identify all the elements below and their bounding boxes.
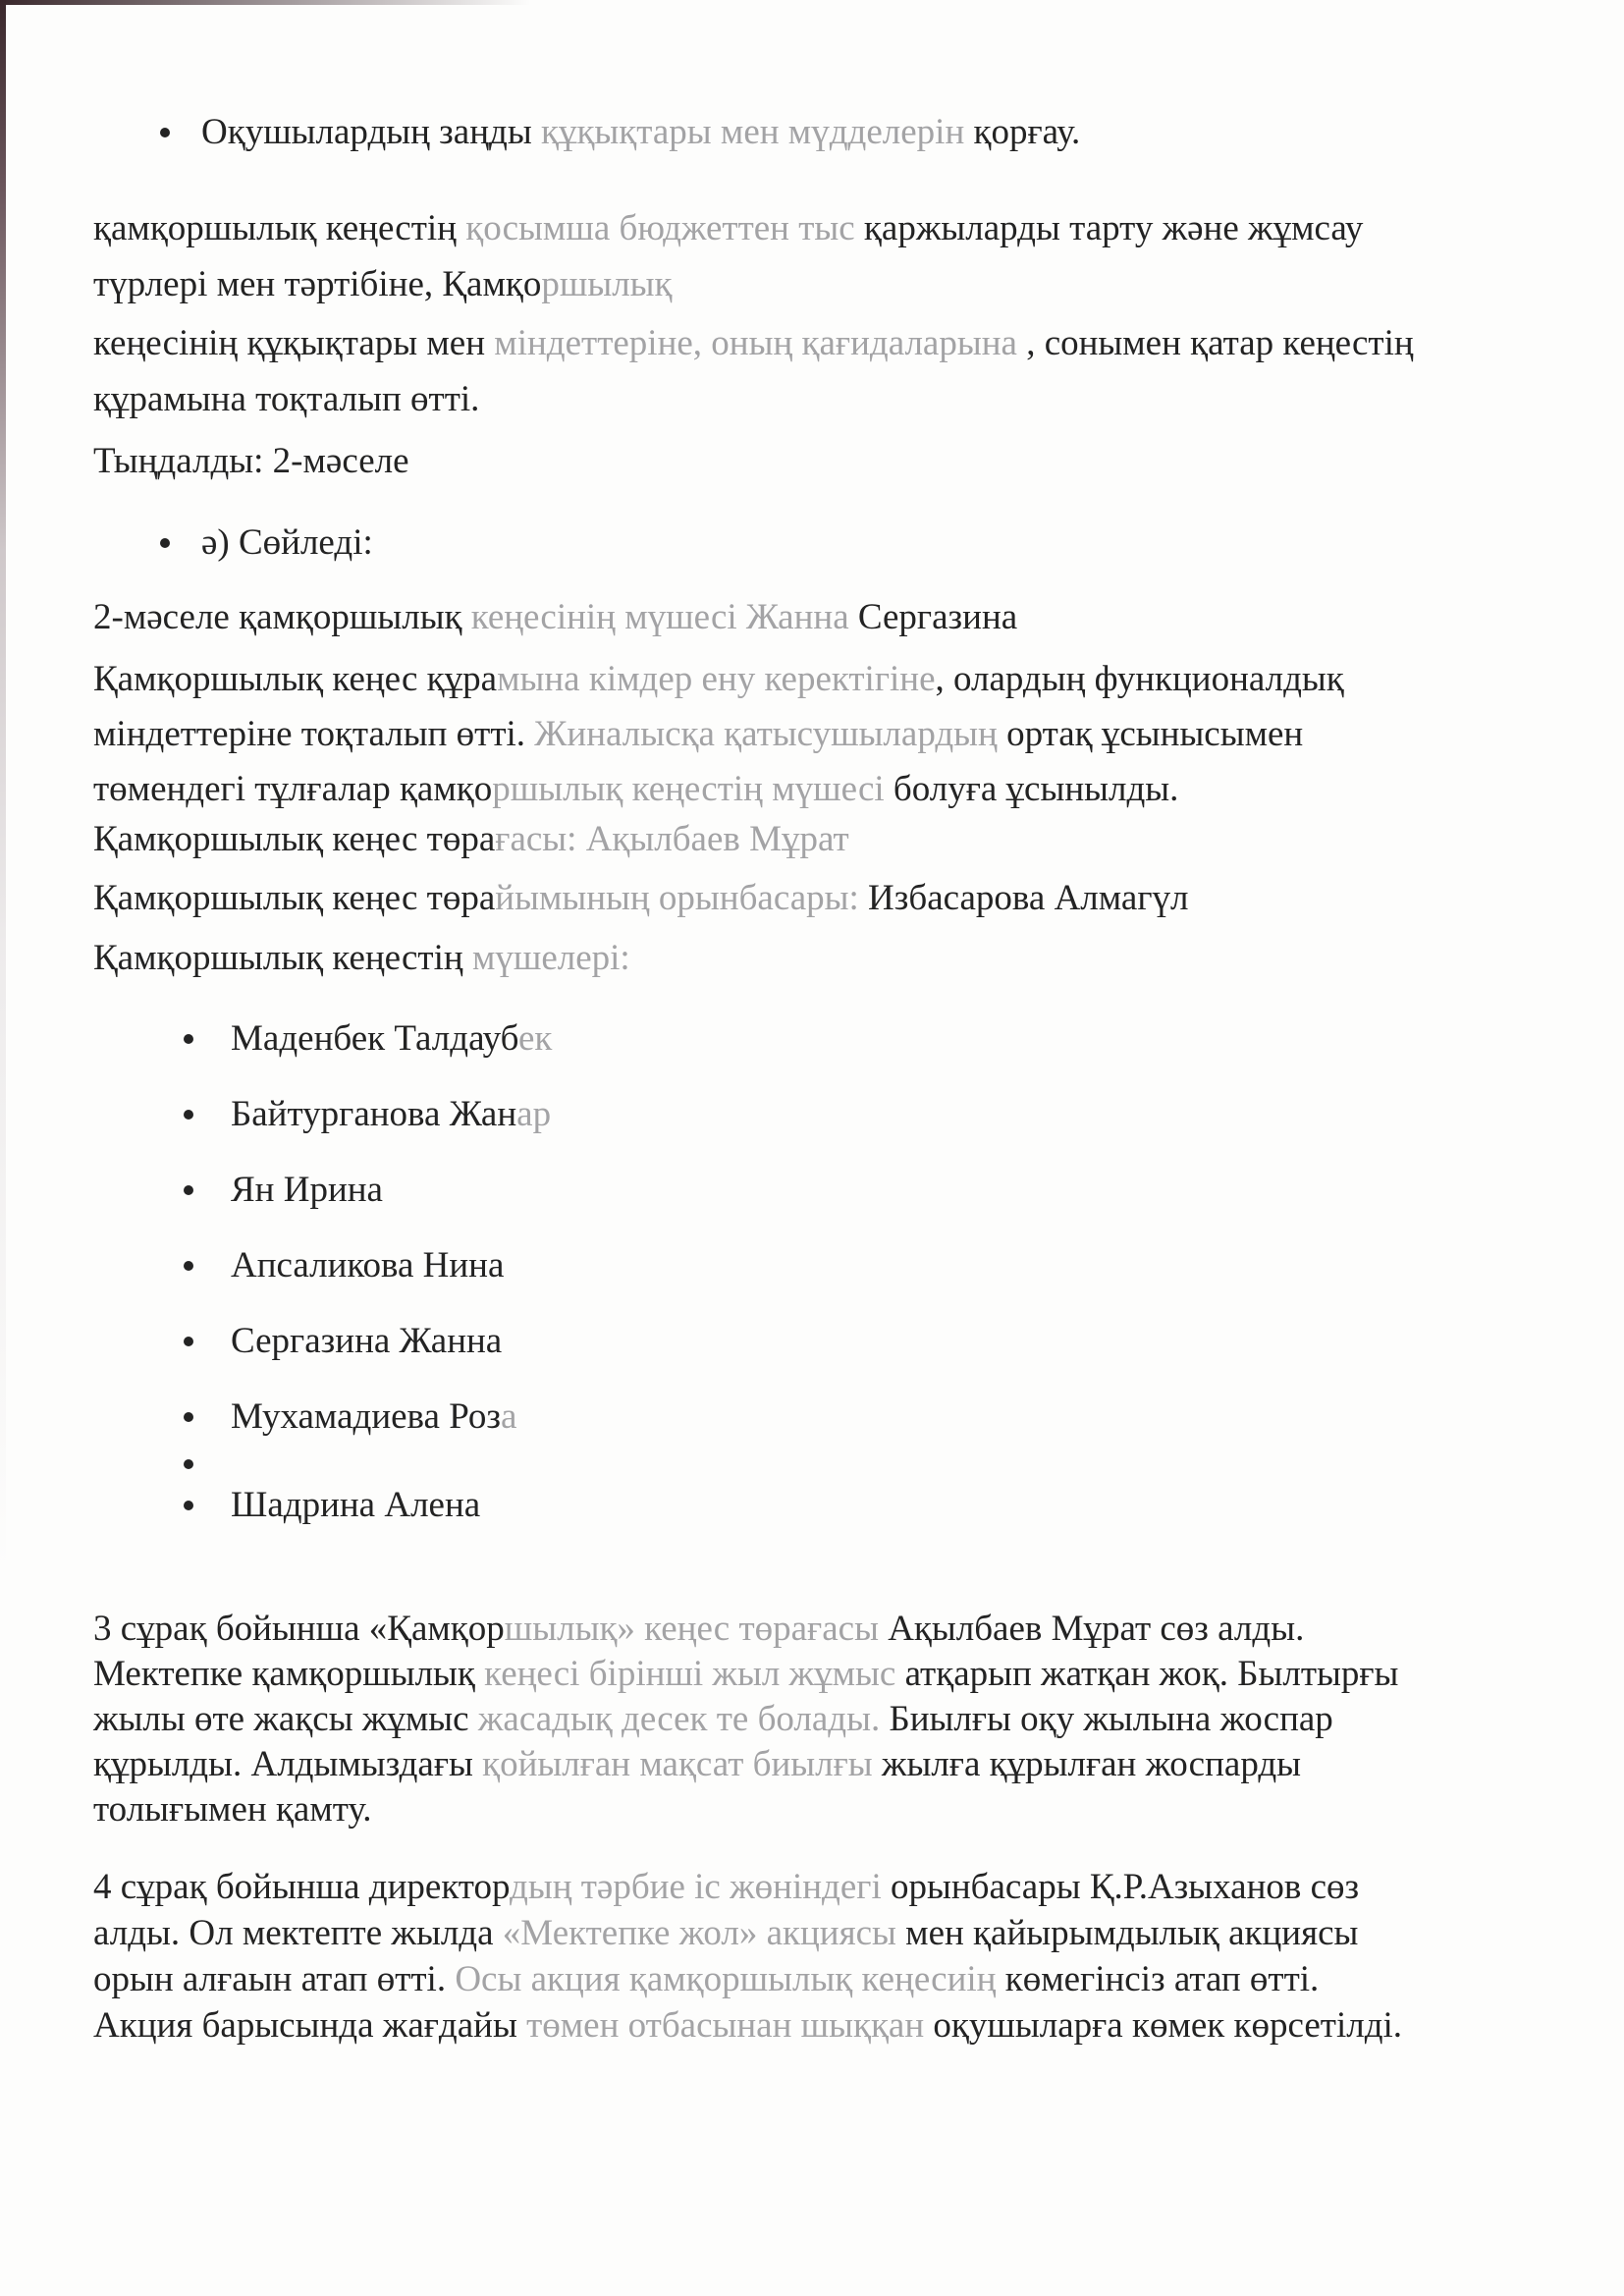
faded-text-segment: ршылық кеңестің мүшесі xyxy=(492,769,893,809)
text-line xyxy=(93,2002,1575,2049)
text-segment: Тыңдалды: 2-мәселе xyxy=(93,441,409,481)
faded-text-segment: төмен отбасынан шыққан xyxy=(526,2005,934,2046)
bullet-dot-icon xyxy=(184,1110,193,1120)
text-line xyxy=(201,520,1575,566)
text-segment: Избасарова Алмагүл xyxy=(868,878,1189,918)
text-segment: атқарып жатқан жоқ. Былтырғы xyxy=(904,1654,1399,1694)
text-line xyxy=(201,110,1575,155)
faded-text-segment: ғасы: Ақылбаев Мұрат xyxy=(495,819,849,859)
text-segment: Шадрина Алена xyxy=(231,1485,481,1525)
bullet-item xyxy=(93,520,1575,566)
bullet-dot-icon xyxy=(184,1185,193,1195)
list-item xyxy=(93,1394,1575,1440)
faded-text-segment: құқықтары мен мүдделерін xyxy=(540,112,965,152)
text-segment: құрамына тоқталып өтті. xyxy=(93,379,480,419)
text-segment: Апсаликова Нина xyxy=(231,1245,505,1285)
text-line xyxy=(93,595,1575,640)
list-item xyxy=(93,1483,1575,1528)
text-segment: түрлері мен тәртібіне, Қамқо xyxy=(93,264,542,304)
text-line xyxy=(93,1742,1575,1787)
paragraph xyxy=(93,439,1575,484)
bullet-item xyxy=(93,110,1575,155)
faded-text-segment: қосымша бюджеттен тыс xyxy=(465,208,864,248)
text-segment: Қамқоршылық кеңес төра xyxy=(93,878,496,918)
paragraph xyxy=(93,200,1575,312)
faded-text-segment: а xyxy=(500,1396,517,1437)
text-segment: Ақылбаев Мұрат сөз алды. xyxy=(888,1609,1305,1649)
text-line xyxy=(231,1394,1575,1440)
bullet-dot-icon xyxy=(184,1261,193,1271)
text-segment: Биылғы оқу жылына жоспар xyxy=(889,1699,1333,1739)
text-segment: Акция барысында жағдайы xyxy=(93,2005,527,2046)
faded-text-segment: йымының орынбасары: xyxy=(495,878,869,918)
text-segment: 2-мәселе қамқоршылық xyxy=(93,597,471,637)
faded-text-segment: Осы акция қамқоршылық кеңесиің xyxy=(455,1959,1005,1999)
text-line xyxy=(93,1607,1575,1652)
paragraph xyxy=(93,817,1575,862)
faded-text-segment: Жиналысқа қатысушылардың xyxy=(534,714,1007,754)
text-segment: құрылды. Алдымыздағы xyxy=(93,1744,483,1784)
bullet-dot-icon xyxy=(160,128,170,137)
paragraph xyxy=(93,876,1575,921)
text-line xyxy=(231,1168,1575,1213)
faded-text-segment: ек xyxy=(517,1018,553,1059)
paragraph xyxy=(93,1607,1575,1832)
text-segment: төмендегі тұлғалар қамқо xyxy=(93,769,493,809)
text-segment: Мектепке қамқоршылық xyxy=(93,1654,485,1694)
bullet-dot-icon xyxy=(184,1337,193,1346)
faded-text-segment: дың тәрбие іс жөніндегі xyxy=(510,1867,891,1907)
text-segment: жылға құрылған жоспарды xyxy=(881,1744,1302,1784)
text-line xyxy=(93,707,1575,762)
text-line xyxy=(93,1697,1575,1742)
text-segment: ә) Сөйледі: xyxy=(201,522,373,563)
text-segment: көмегінсіз атап өтті. xyxy=(1004,1959,1320,1999)
faded-text-segment: кеңесі бірінші жыл жұмыс xyxy=(484,1654,905,1694)
text-line xyxy=(93,371,1575,427)
text-line xyxy=(93,256,1575,312)
bullet-dot-icon xyxy=(160,538,170,548)
faded-text-segment: қойылған мақсат биылғы xyxy=(482,1744,882,1784)
bullet-dot-icon xyxy=(184,1034,193,1044)
list-item xyxy=(93,1016,1575,1062)
list-item xyxy=(93,1243,1575,1288)
bullet-dot-icon xyxy=(184,1501,193,1510)
text-segment: кеңесінің құқықтары мен xyxy=(93,323,495,363)
list-item xyxy=(93,1319,1575,1364)
text-segment: қаржыларды тарту және жұмсау xyxy=(863,208,1364,248)
paragraph xyxy=(93,936,1575,981)
text-line xyxy=(93,817,1575,862)
paragraph xyxy=(93,652,1575,817)
paragraph xyxy=(93,1864,1575,2049)
text-segment: ортақ ұсынысымен xyxy=(1006,714,1304,754)
list-item xyxy=(93,1449,1575,1483)
text-segment: Сергазина xyxy=(857,597,1018,637)
text-line xyxy=(231,1319,1575,1364)
text-line xyxy=(93,1910,1575,1956)
text-segment: Ян Ирина xyxy=(231,1170,383,1210)
text-segment: оқушыларға көмек көрсетілді. xyxy=(933,2005,1403,2046)
member-list xyxy=(93,1016,1575,1528)
text-segment: Оқушылардың заңды xyxy=(201,112,541,152)
faded-text-segment: мүшелері: xyxy=(471,938,630,978)
paragraph xyxy=(93,315,1575,427)
faded-text-segment: ршылық xyxy=(541,264,673,304)
text-segment: Мухамадиева Роз xyxy=(231,1396,501,1437)
text-line xyxy=(231,1243,1575,1288)
text-segment: міндеттеріне тоқталып өтті. xyxy=(93,714,535,754)
text-segment: Сергазина Жанна xyxy=(231,1321,503,1361)
faded-text-segment: мына кімдер ену керектігіне xyxy=(497,659,936,699)
text-line xyxy=(93,652,1575,707)
text-segment: толығымен қамту. xyxy=(93,1789,372,1830)
text-segment: Маденбек Талдауб xyxy=(231,1018,518,1059)
text-segment: қорғау. xyxy=(964,112,1081,152)
text-segment: Қамқоршылық кеңес төра xyxy=(93,819,496,859)
text-segment: Байтурганова Жан xyxy=(231,1094,517,1134)
text-line xyxy=(93,315,1575,371)
text-line xyxy=(93,200,1575,256)
text-segment: Қамқоршылық кеңес құра xyxy=(93,659,498,699)
text-line xyxy=(93,439,1575,484)
text-line xyxy=(93,1864,1575,1910)
text-segment: қамқоршылық кеңестің xyxy=(93,208,466,248)
text-segment: жылы өте жақсы жұмыс xyxy=(93,1699,478,1739)
bullet-dot-icon xyxy=(184,1459,193,1469)
text-line xyxy=(231,1092,1575,1137)
text-segment: орын алғаын атап өтті. xyxy=(93,1959,456,1999)
text-segment: 3 сұрақ бойынша «Қамқор xyxy=(93,1609,505,1649)
faded-text-segment: «Мектепке жол» акциясы xyxy=(502,1913,906,1953)
text-line xyxy=(93,1652,1575,1697)
list-item xyxy=(93,1092,1575,1137)
text-line xyxy=(93,936,1575,981)
text-segment: Қамқоршылық кеңестің xyxy=(93,938,472,978)
faded-text-segment: кеңесінің мүшесі Жанна xyxy=(470,597,858,637)
text-line xyxy=(231,1016,1575,1062)
text-line xyxy=(231,1483,1575,1528)
list-item xyxy=(93,1168,1575,1213)
text-segment: мен қайырымдылық акциясы xyxy=(905,1913,1359,1953)
paragraph xyxy=(93,595,1575,640)
text-line xyxy=(93,876,1575,921)
text-segment: болуға ұсынылды. xyxy=(893,769,1179,809)
text-segment: , сонымен қатар кеңестің xyxy=(1016,323,1414,363)
faded-text-segment: шылық» кеңес төрағасы xyxy=(504,1609,889,1649)
faded-text-segment: міндеттеріне, оның қағидаларына xyxy=(494,323,1017,363)
bullet-dot-icon xyxy=(184,1412,193,1422)
text-line xyxy=(93,1956,1575,2002)
faded-text-segment: жасадық десек те болады. xyxy=(477,1699,890,1739)
text-segment: орынбасары Қ.Р.Азыханов сөз xyxy=(891,1867,1360,1907)
text-line xyxy=(93,762,1575,817)
text-segment: алды. Ол мектепте жылда xyxy=(93,1913,503,1953)
faded-text-segment: ар xyxy=(516,1094,552,1134)
text-segment: , олардың функционалдық xyxy=(935,659,1344,699)
text-line xyxy=(93,1787,1575,1832)
text-segment: 4 сұрақ бойынша директор xyxy=(93,1867,511,1907)
